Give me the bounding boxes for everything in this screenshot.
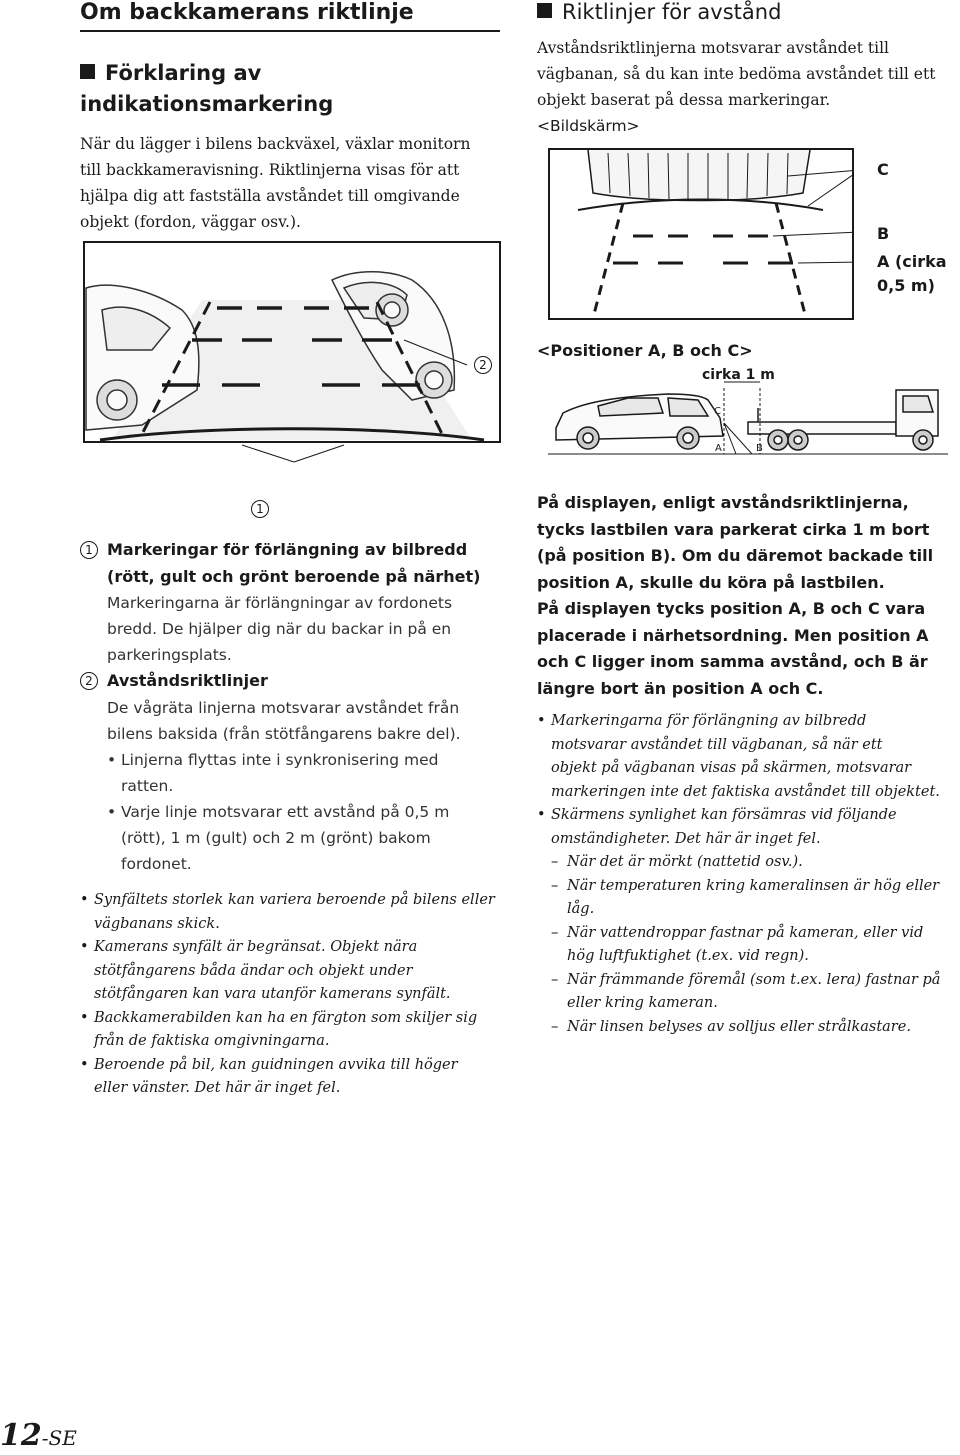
page-number-suffix: -SE: [41, 1426, 77, 1450]
intro-line: När du lägger i bilens backväxel, växlar monitorn: [80, 135, 471, 153]
paragraph-line: placerade i närhetsordning. Men position A: [537, 625, 929, 645]
note-item: [537, 804, 957, 1039]
paragraph-line: längre bort än position A och C.: [537, 678, 824, 698]
item-1: [80, 537, 510, 668]
section-heading-text: Riktlinjer för avstånd: [562, 0, 782, 24]
label-a-line: 0,5 m): [877, 276, 935, 295]
item-2-bullet: [107, 747, 510, 799]
intro-line: Avståndsriktlinjerna motsvarar avståndet till: [537, 39, 889, 57]
label-b: B: [877, 224, 890, 243]
note-item: [80, 1007, 510, 1054]
page-number: [0, 1418, 77, 1453]
left-notes: [80, 889, 510, 1101]
left-intro: [80, 131, 510, 235]
condition-line: låg.: [567, 901, 595, 917]
note-line: • Backkamerabilden kan ha en färgton som skiljer sig: [94, 1009, 478, 1026]
paragraph-line: och C ligger inom samma avstånd, och B är: [537, 652, 928, 671]
intro-line: till backkameravisning. Riktlinjerna visas för att: [80, 161, 460, 179]
intro-line: objekt baserat på dessa markeringar.: [537, 91, 831, 109]
note-line: motsvarar avståndet till vägbanan, så när ett: [551, 736, 883, 753]
condition-line: eller kring kameran.: [567, 995, 718, 1011]
label-a: [877, 250, 947, 298]
item-1-desc-line: Markeringarna är förlängningar av fordonets: [107, 594, 453, 612]
item-2-desc-line: De vågräta linjerna motsvarar avståndet från: [107, 698, 460, 717]
callout-1: 1: [251, 500, 269, 518]
paragraph-line: På displayen tycks position A, B och C vara: [537, 599, 926, 618]
section-heading-right: [537, 0, 957, 28]
paragraph-line: tycks lastbilen vara parkerat cirka 1 m bort: [537, 519, 930, 539]
condition-line: – När temperaturen kring kameralinsen är hög eller: [567, 877, 940, 894]
rear-window: [588, 150, 810, 201]
note-item: [537, 710, 957, 804]
item-1-title-line: (rött, gult och grönt beroende på närhet): [107, 566, 481, 586]
screen-illustration: [548, 148, 854, 320]
note-line: • Synfältets storlek kan variera beroende på bilens eller: [94, 892, 495, 908]
note-line: från de faktiska omgivningarna.: [94, 1033, 330, 1049]
label-c: C: [877, 160, 889, 179]
callout-2: 2: [474, 356, 492, 374]
car-drawing: [556, 394, 723, 449]
label-a-line: A (cirka: [877, 252, 947, 271]
approx-distance-label: cirka 1 m: [702, 367, 775, 383]
title-rule: [80, 30, 500, 32]
item-2-desc-line: bilens baksida (från stötfångarens bakre del).: [107, 724, 461, 743]
small-label-c: C: [714, 406, 721, 417]
note-line: objekt på vägbanan visas på skärmen, motsvarar: [551, 760, 912, 776]
right-intro: [537, 35, 957, 139]
note-line: eller vänster. Det här är inget fel.: [94, 1080, 341, 1096]
bullet-line: • Varje linje motsvarar ett avstånd på 0,5 m: [121, 802, 450, 821]
item-2-title: Avståndsriktlinjer: [107, 671, 268, 690]
bullet-line: fordonet.: [121, 854, 192, 873]
positions-label: <Positioner A, B och C>: [537, 341, 753, 360]
note-line: • Beroende på bil, kan guidningen avvika till höger: [94, 1056, 458, 1073]
item-2: [80, 668, 510, 877]
item-2-number: 2: [80, 672, 98, 690]
callout-1-leader: [242, 445, 294, 462]
note-item: [80, 889, 510, 936]
screen-label: <Bildskärm>: [537, 117, 640, 135]
note-item: [80, 936, 510, 1007]
condition-line: – När vattendroppar fastnar på kameran, eller vid: [567, 924, 924, 941]
note-line: • Markeringarna för förlängning av bilbredd: [551, 713, 867, 729]
paragraph-line: (på position B). Om du däremot backade till: [537, 546, 934, 565]
intro-line: objekt (fordon, väggar osv.).: [80, 213, 301, 231]
condition-line: – När det är mörkt (nattetid osv.).: [567, 854, 803, 870]
right-bold-paragraph: [537, 490, 957, 702]
small-label-a: A: [715, 443, 722, 454]
condition-list: [551, 851, 957, 1039]
small-label-b: B: [756, 443, 763, 454]
paragraph-line: position A, skulle du köra på lastbilen.: [537, 572, 885, 592]
right-notes: [537, 710, 957, 1039]
positions-illustration: [548, 378, 948, 458]
note-item: [80, 1054, 510, 1101]
page-number-value: 12: [0, 1418, 42, 1453]
note-line: stötfångaren kan vara utanför kamerans synfält.: [94, 986, 451, 1002]
section-heading-left: [80, 58, 500, 120]
note-line: stötfångarens båda ändar och objekt under: [94, 962, 413, 979]
square-bullet-icon: [537, 3, 552, 18]
truck-drawing: [748, 390, 938, 450]
bullet-line: • Linjerna flyttas inte i synkronisering med: [121, 750, 439, 769]
note-line: vägbanans skick.: [94, 915, 220, 932]
item-1-desc-line: parkeringsplats.: [107, 646, 232, 664]
condition-line: – När linsen belyses av solljus eller strålkastare.: [567, 1018, 911, 1035]
paragraph-line: På displayen, enligt avståndsriktlinjerna,: [537, 493, 909, 512]
callout-1-leader: [294, 445, 344, 462]
bullet-line: ratten.: [121, 776, 174, 795]
camera-view-line: [724, 423, 736, 454]
item-2-bullets: [107, 747, 510, 877]
section-heading-text: Förklaring av indikationsmarkering: [80, 61, 334, 116]
camera-view-illustration: [82, 240, 502, 490]
note-line: markeringen inte det faktiska avståndet till objektet.: [551, 783, 940, 800]
note-line: • Skärmens synlighet kan försämras vid följande: [551, 807, 897, 823]
condition-item: [551, 1016, 957, 1040]
condition-item: [551, 922, 957, 969]
bullet-line: (rött), 1 m (gult) och 2 m (grönt) bakom: [121, 828, 431, 847]
note-line: • Kamerans synfält är begränsat. Objekt nära: [94, 939, 418, 955]
item-2-bullet: [107, 799, 510, 877]
condition-item: [551, 875, 957, 922]
condition-item: [551, 969, 957, 1016]
item-1-number: 1: [80, 541, 98, 559]
condition-line: hög luftfuktighet (t.ex. vid regn).: [567, 948, 809, 964]
note-line: omständigheter. Det här är inget fel.: [551, 830, 821, 847]
intro-line: vägbanan, så du kan inte bedöma avståndet till ett: [537, 65, 936, 83]
item-1-title-line: Markeringar för förlängning av bilbredd: [107, 540, 468, 559]
page-title: Om backkamerans riktlinje: [80, 0, 414, 25]
condition-item: [551, 851, 957, 875]
intro-line: hjälpa dig att fastställa avståndet till omgivande: [80, 187, 460, 205]
square-bullet-icon: [80, 64, 95, 79]
item-1-desc-line: bredd. De hjälper dig när du backar in på en: [107, 620, 452, 638]
condition-line: – När främmande föremål (som t.ex. lera) fastnar på: [567, 971, 941, 988]
